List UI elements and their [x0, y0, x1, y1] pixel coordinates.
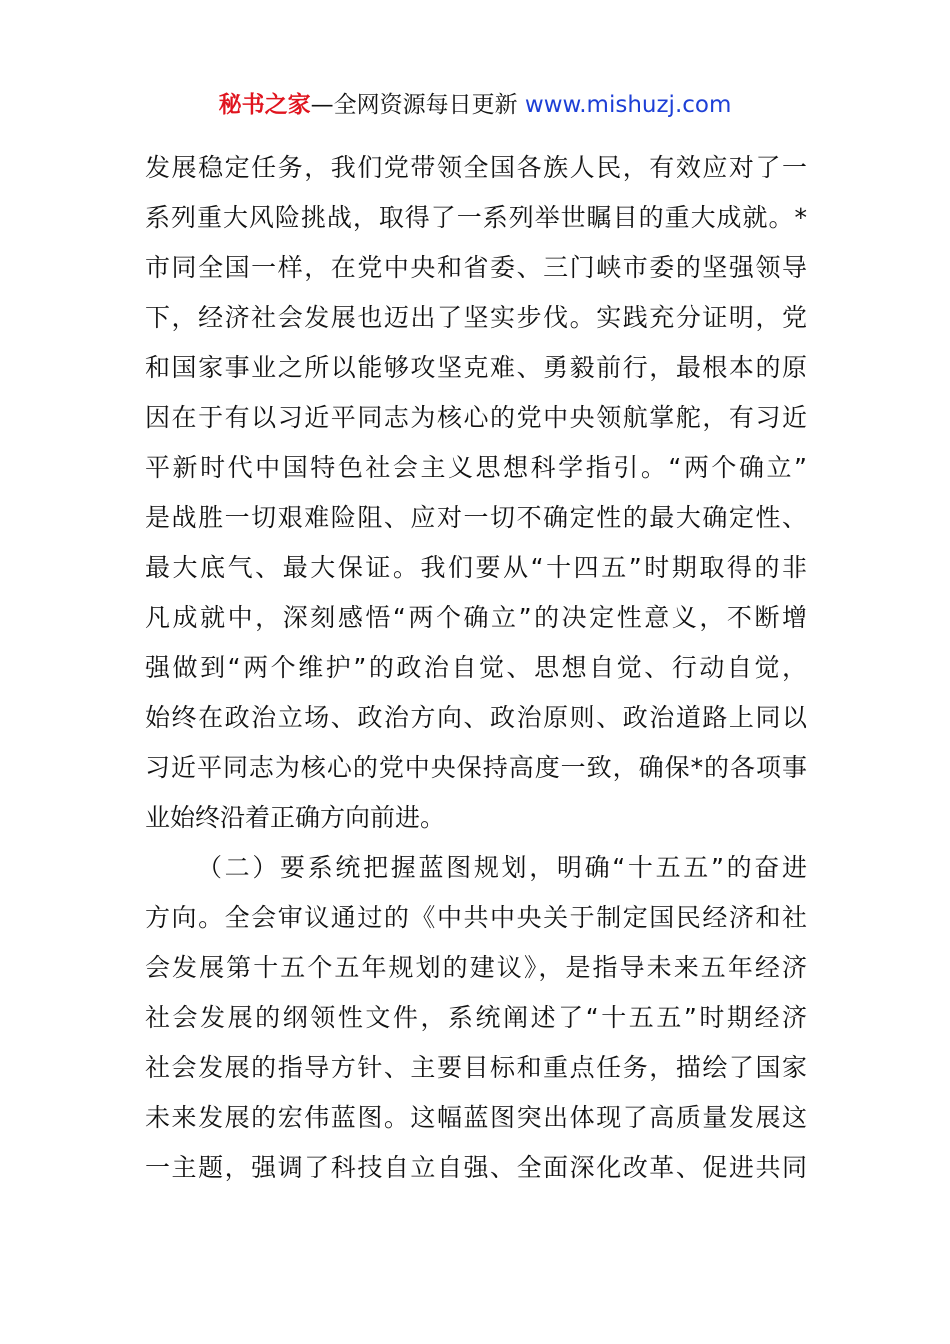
- text-line: 未来发展的宏伟蓝图。这幅蓝图突出体现了高质量发展这: [145, 1103, 807, 1132]
- text-line: 下，经济社会发展也迈出了坚实步伐。实践充分证明，党: [145, 303, 807, 332]
- text-line: 因在于有以习近平同志为核心的党中央领航掌舵，有习近: [145, 403, 807, 432]
- text-line: 始终在政治立场、政治方向、政治原则、政治道路上同以: [145, 703, 807, 732]
- text-line: 是战胜一切艰难险阻、应对一切不确定性的最大确定性、: [145, 503, 807, 532]
- page-header: [0, 88, 950, 122]
- text-line: 市同全国一样，在党中央和省委、三门峡市委的坚强领导: [145, 253, 807, 282]
- text-line: 发展稳定任务，我们党带领全国各族人民，有效应对了一: [145, 153, 807, 182]
- text-line: 平新时代中国特色社会主义思想科学指引。“两个确立”: [145, 453, 807, 482]
- text-line: 社会发展的指导方针、主要目标和重点任务，描绘了国家: [145, 1053, 807, 1082]
- text-line: 和国家事业之所以能够攻坚克难、勇毅前行，最根本的原: [145, 353, 807, 382]
- text-line: 方向。全会审议通过的《中共中央关于制定国民经济和社: [145, 903, 807, 932]
- document-body: [145, 143, 807, 1193]
- text-line: 系列重大风险挑战，取得了一系列举世瞩目的重大成就。*: [145, 203, 807, 232]
- text-line: 凡成就中，深刻感悟“两个确立”的决定性意义，不断增: [145, 603, 807, 632]
- brand-name: 秘书之家: [218, 92, 311, 118]
- text-line: 最大底气、最大保证。我们要从“十四五”时期取得的非: [145, 553, 807, 582]
- text-line: 强做到“两个维护”的政治自觉、思想自觉、行动自觉，: [145, 653, 807, 682]
- text-line: 业始终沿着正确方向前进。: [145, 803, 446, 832]
- text-line: 社会发展的纲领性文件，系统阐述了“十五五”时期经济: [145, 1003, 807, 1032]
- site-url-link[interactable]: www.mishuzj.com: [524, 92, 732, 118]
- header-tagline: —全网资源每日更新: [310, 92, 525, 118]
- text-line: 习近平同志为核心的党中央保持高度一致，确保*的各项事: [145, 753, 807, 782]
- text-line: 一主题，强调了科技自立自强、全面深化改革、促进共同: [145, 1153, 807, 1182]
- section-heading-line: （二）要系统把握蓝图规划，明确“十五五”的奋进: [197, 853, 807, 882]
- text-line: 会发展第十五个五年规划的建议》，是指导未来五年经济: [145, 953, 807, 982]
